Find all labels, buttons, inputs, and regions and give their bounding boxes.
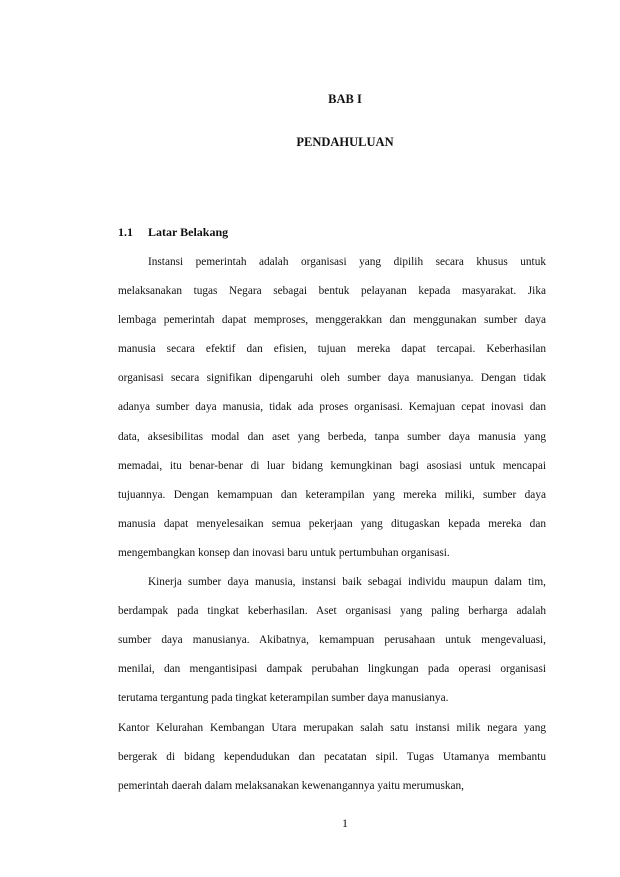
text-line: menilai, dan mengantisipasi dampak perubahan lingkungan pada operasi organisasi [118,663,546,676]
chapter-heading: BAB I [328,92,362,106]
text-line: berdampak pada tingkat keberhasilan. Aset organisasi yang paling berharga adalah [118,605,546,618]
text-line: data, aksesibilitas modal dan aset yang berbeda, tanpa sumber daya manusia yang [118,430,546,443]
text-line: sumber daya manusianya. Akibatnya, kemampuan perusahaan untuk mengevaluasi, [118,634,546,647]
chapter-title: PENDAHULUAN [296,135,394,149]
text-line: tujuannya. Dengan kemampuan dan keterampilan yang mereka miliki, sumber daya [118,488,546,501]
text-line: manusia dapat menyelesaikan semua pekerjaan yang ditugaskan kepada mereka dan [118,517,546,530]
section-number: 1.1 [118,225,133,239]
text-line: lembaga pemerintah dapat memproses, menggerakkan dan menggunakan sumber daya [118,314,546,327]
text-line: Instansi pemerintah adalah organisasi yang dipilih secara khusus untuk [148,256,546,268]
text-line: bergerak di bidang kependudukan dan pecatatan sipil. Tugas Utamanya membantu [118,750,546,763]
text-line: manusia secara efektif dan efisien, tujuan mereka dapat tercapai. Keberhasilan [118,343,546,356]
section-title: Latar Belakang [148,225,229,239]
text-line: memadai, itu benar-benar di luar bidang kemungkinan bagi asosiasi untuk mencapai [118,459,546,472]
text-line: terutama tergantung pada tingkat keterampilan sumber daya manusianya. [118,692,449,705]
text-line: organisasi secara signifikan dipengaruhi oleh sumber daya manusianya. Dengan tidak [118,372,546,385]
body-text [118,248,546,801]
text-line: Kantor Kelurahan Kembangan Utara merupakan salah satu instansi milik negara yang [118,721,546,734]
text-line: adanya sumber daya manusia, tidak ada proses organisasi. Kemajuan cepat inovasi dan [118,401,546,414]
text-line: mengembangkan konsep dan inovasi baru untuk pertumbuhan organisasi. [118,546,450,559]
text-line: pemerintah daerah dalam melaksanakan kewenangannya yaitu merumuskan, [118,779,464,792]
section-heading [118,225,228,240]
text-line: melaksanakan tugas Negara sebagai bentuk pelayanan kepada masyarakat. Jika [118,285,546,298]
text-line: Kinerja sumber daya manusia, instansi baik sebagai individu maupun dalam tim, [148,576,546,589]
page-number: 1 [342,816,348,830]
